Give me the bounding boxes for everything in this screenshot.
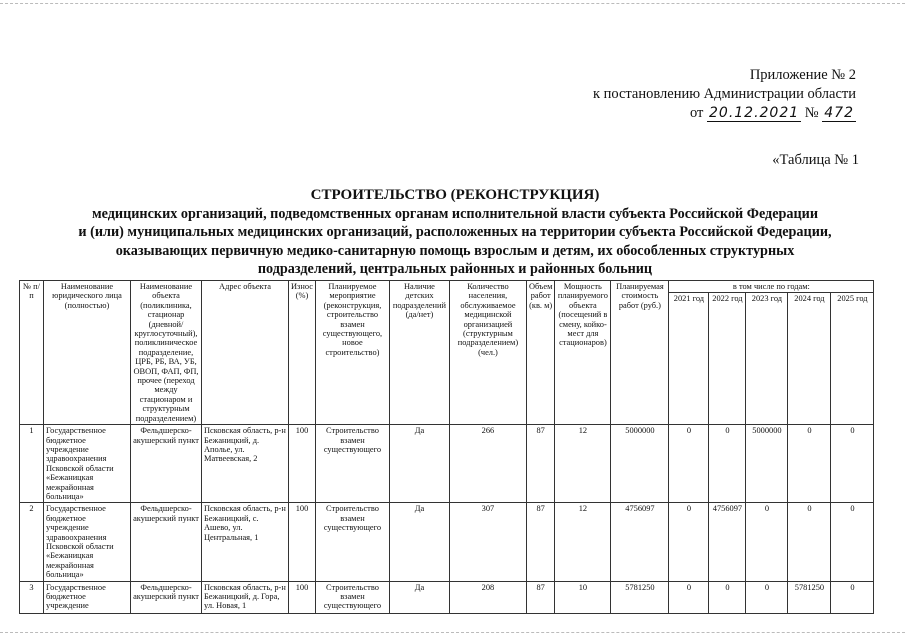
cell-population: 266 <box>449 425 526 503</box>
cell-year-2023: 0 <box>746 581 788 613</box>
header-address: Адрес объекта <box>202 281 289 425</box>
cell-year-2022: 0 <box>709 425 746 503</box>
cell-planned-event: Строительство взамен существующего <box>315 581 389 613</box>
date-prefix: от <box>689 105 704 121</box>
appendix-title: Приложение № 2 <box>749 67 856 83</box>
header-planned-event: Планируемое мероприятие (реконструкция, строительство взамен существующего, новое строительство) <box>315 281 389 425</box>
cell-address: Псковская область, р-н Бежаницкий, с. Ашево, ул. Центральная, 1 <box>202 503 289 581</box>
cell-year-2022: 4756097 <box>709 503 746 581</box>
cell-address: Псковская область, р-н Бежаницкий, д. Гора, ул. Новая, 1 <box>202 581 289 613</box>
header-volume: Объем работ (кв. м) <box>526 281 554 425</box>
title-line-3: и (или) муниципальных медицинских организаций, расположенных на территории субъекта Российской Федерации, <box>78 224 832 240</box>
cell-object-name: Фельдшерско-акушерский пункт <box>131 581 202 613</box>
cell-year-2024: 0 <box>788 503 831 581</box>
cell-legal-name: Государственное бюджетное учреждение <box>44 581 131 613</box>
header-year-2021: 2021 год <box>669 293 709 425</box>
cell-year-2025: 0 <box>831 425 874 503</box>
header-population: Количество населения, обслуживаемое медицинской организацией (структурным подразделением) (чел.) <box>449 281 526 425</box>
cell-capacity: 10 <box>555 581 611 613</box>
cell-capacity: 12 <box>555 503 611 581</box>
number-prefix: № <box>804 105 819 121</box>
header-year-2024: 2024 год <box>788 293 831 425</box>
title-line-4: оказывающих первичную медико-санитарную помощь взрослым и детям, их обособленных структурных <box>115 242 795 259</box>
header-num: № п/п <box>20 281 44 425</box>
cell-planned-event: Строительство взамен существующего <box>315 503 389 581</box>
table-header-row <box>20 281 874 293</box>
table-row <box>20 581 874 613</box>
cell-year-2023: 0 <box>746 503 788 581</box>
cell-year-2023: 5000000 <box>746 425 788 503</box>
cell-legal-name: Государственное бюджетное учреждение здравоохранения Псковской области «Бежаницкая межрайонная больница» <box>44 425 131 503</box>
cell-kids-units: Да <box>389 503 449 581</box>
cell-population: 208 <box>449 581 526 613</box>
header-kids-units: Наличие детских подразделений (да/нет) <box>389 281 449 425</box>
cell-object-name: Фельдшерско-акушерский пункт <box>131 425 202 503</box>
handwritten-date: 20.12.2021 <box>709 105 800 121</box>
cell-volume: 87 <box>526 503 554 581</box>
cell-num: 1 <box>20 425 44 503</box>
scan-edge-top <box>0 3 905 4</box>
cell-year-2024: 5781250 <box>788 581 831 613</box>
appendix-block <box>560 66 856 123</box>
cell-wear: 100 <box>289 581 316 613</box>
cell-population: 307 <box>449 503 526 581</box>
cell-kids-units: Да <box>389 581 449 613</box>
header-cost: Планируемая стоимость работ (руб.) <box>611 281 669 425</box>
header-year-2023: 2023 год <box>746 293 788 425</box>
cell-volume: 87 <box>526 581 554 613</box>
cell-volume: 87 <box>526 425 554 503</box>
cell-kids-units: Да <box>389 425 449 503</box>
header-wear: Износ (%) <box>289 281 316 425</box>
scan-edge-bottom <box>0 632 905 633</box>
handwritten-number: 472 <box>824 105 854 121</box>
header-object-name: Наименование объекта (поликлиника, стационар (дневной/ круглосуточный), поликлиническое подразделение, ЦРБ, РБ, ВА, УБ, ОВОП, ФАП, ФП, прочее (переход между стационаром и структурным подразделением) <box>131 281 202 425</box>
table-caption: «Таблица № 1 <box>772 152 859 168</box>
cell-object-name: Фельдшерско-акушерский пункт <box>131 503 202 581</box>
header-capacity: Мощность планируемого объекта (посещений в смену, койко-мест для стационаров) <box>555 281 611 425</box>
cell-address: Псковская область, р-н Бежаницкий, д. Аполье, ул. Матвеевская, 2 <box>202 425 289 503</box>
cell-year-2025: 0 <box>831 503 874 581</box>
table-row <box>20 425 874 503</box>
table-row <box>20 503 874 581</box>
cell-capacity: 12 <box>555 425 611 503</box>
header-legal-name: Наименование юридического лица (полностью) <box>44 281 131 425</box>
cell-num: 3 <box>20 581 44 613</box>
header-years-group: в том числе по годам: <box>669 281 874 293</box>
cell-wear: 100 <box>289 425 316 503</box>
title-line-5: подразделений, центральных районных и районных больниц <box>257 261 653 277</box>
cell-year-2024: 0 <box>788 425 831 503</box>
cell-planned-event: Строительство взамен существующего <box>315 425 389 503</box>
title-main: СТРОИТЕЛЬСТВО (РЕКОНСТРУКЦИЯ) <box>310 187 600 203</box>
header-year-2022: 2022 год <box>709 293 746 425</box>
cell-cost: 5000000 <box>611 425 669 503</box>
cell-year-2021: 0 <box>669 425 709 503</box>
cell-wear: 100 <box>289 503 316 581</box>
cell-year-2021: 0 <box>669 581 709 613</box>
appendix-date-line <box>560 104 856 123</box>
appendix-subtitle: к постановлению Администрации области <box>592 86 856 102</box>
document-title <box>30 186 880 279</box>
cell-cost: 4756097 <box>611 503 669 581</box>
cell-year-2021: 0 <box>669 503 709 581</box>
construction-table <box>19 280 874 614</box>
cell-num: 2 <box>20 503 44 581</box>
cell-legal-name: Государственное бюджетное учреждение здравоохранения Псковской области «Бежаницкая межрайонная больница» <box>44 503 131 581</box>
cell-year-2022: 0 <box>709 581 746 613</box>
cell-cost: 5781250 <box>611 581 669 613</box>
title-line-2: медицинских организаций, подведомственных органам исполнительной власти субъекта Российской Федерации <box>91 205 819 222</box>
header-year-2025: 2025 год <box>831 293 874 425</box>
cell-year-2025: 0 <box>831 581 874 613</box>
